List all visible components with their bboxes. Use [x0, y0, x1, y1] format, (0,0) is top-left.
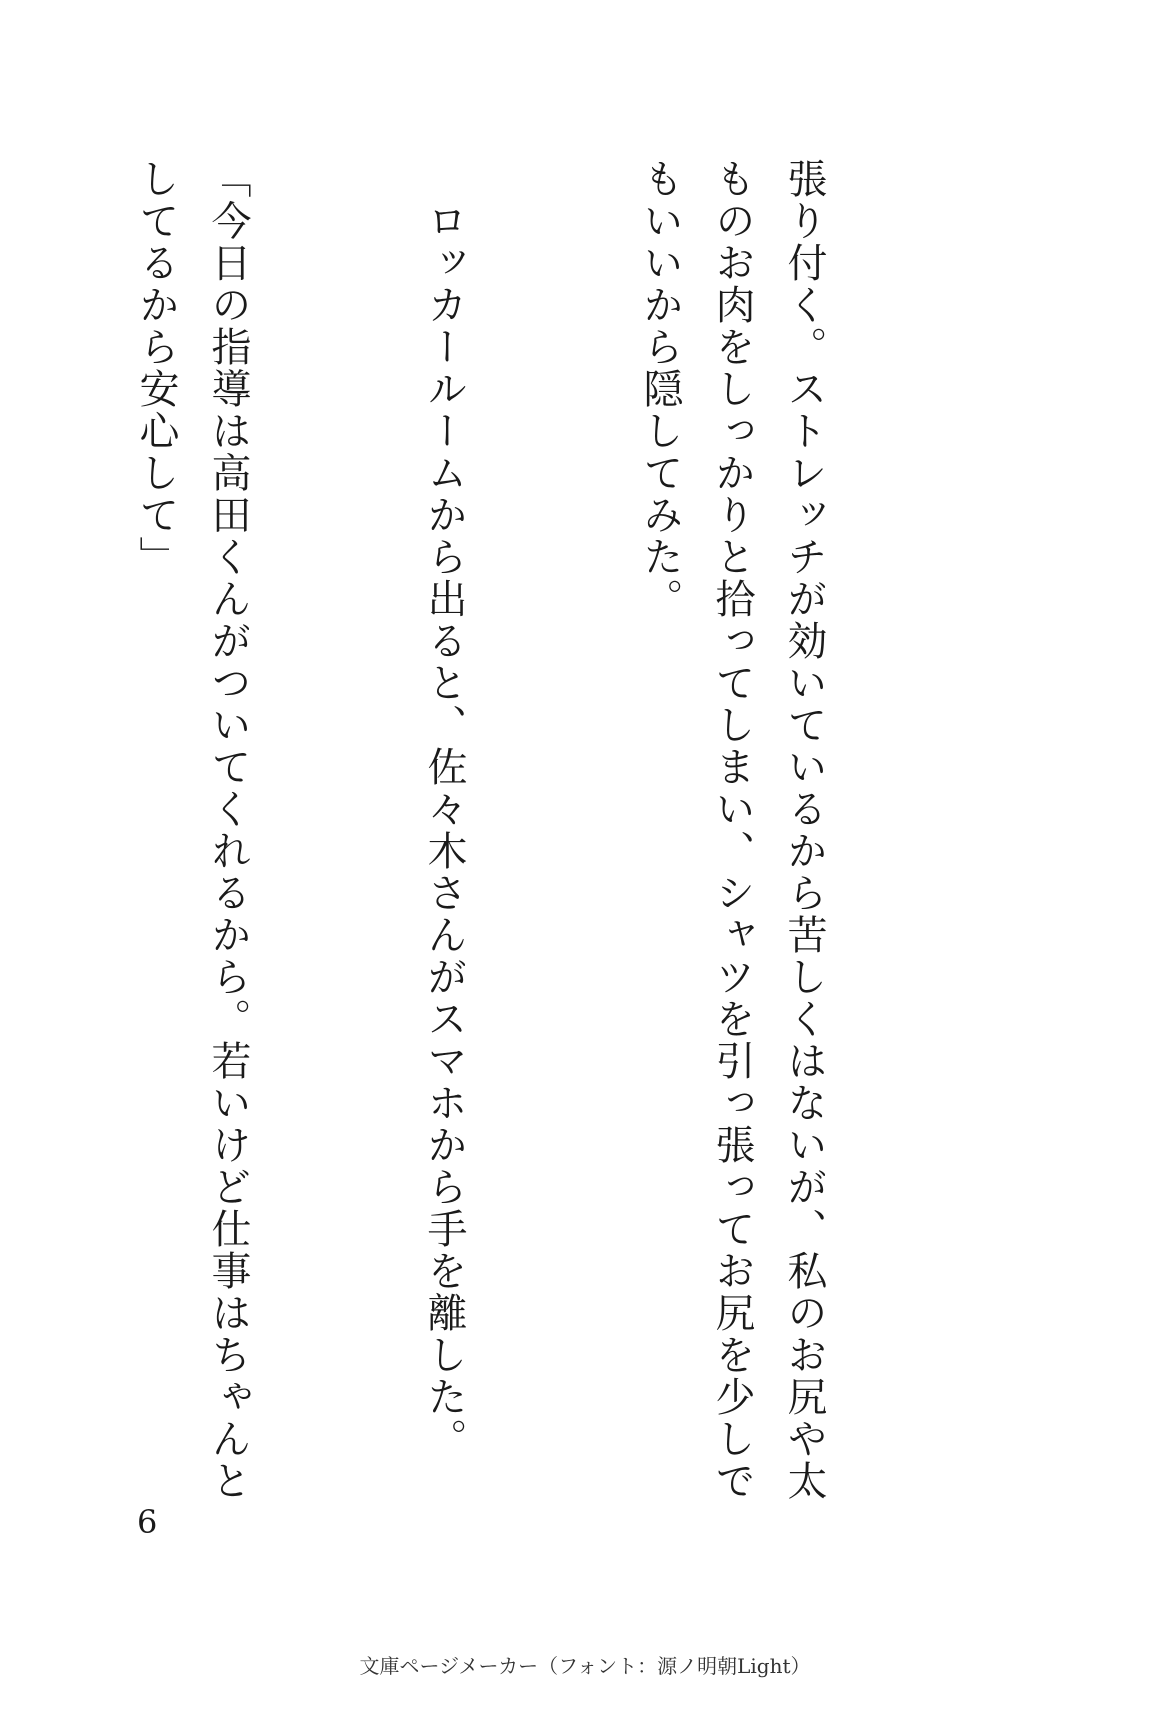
footer-credit: 文庫ページメーカー（フォント：源ノ明朝Light）: [359, 1654, 811, 1678]
paragraph: 張り付く。ストレッチが効いているから苦しくはないが、私のお尻や太ものお肉をしっかりと拾ってしまい、シャツを引っ張ってお尻を少しでもいいから隠してみた。: [637, 158, 827, 1502]
vertical-text-body: [0, 158, 984, 1538]
paragraph: ロッカールームから出ると、佐々木さんがスマホから手を離した。: [421, 158, 467, 1460]
paragraph: 「今日の指導は高田くんがついてくれるから。若いけど仕事はちゃんとしてるから安心して」: [133, 158, 251, 1502]
page-number: 6: [137, 1503, 158, 1541]
